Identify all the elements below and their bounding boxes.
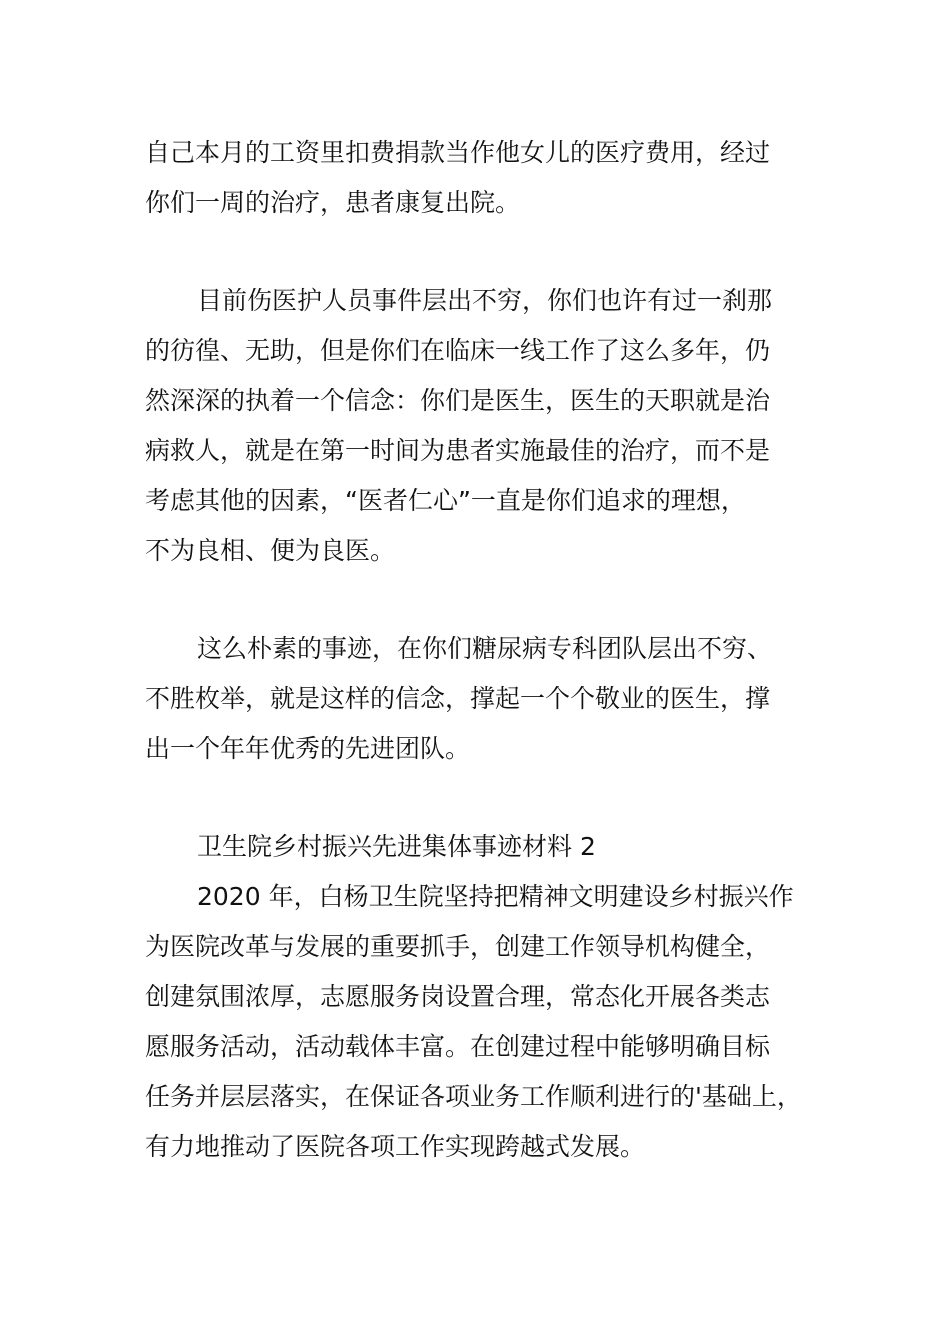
text-line: 出一个年年优秀的先进团队。: [145, 734, 471, 763]
text-line: 这么朴素的事迹，在你们糖尿病专科团队层出不穷、: [197, 634, 773, 663]
text-line: 考虑其他的因素，“医者仁心”一直是你们追求的理想，: [145, 486, 746, 515]
text-line: 的彷徨、无助，但是你们在临床一线工作了这么多年，仍: [145, 336, 771, 365]
paragraph-continuation: [145, 128, 835, 228]
text-line: 然深深的执着一个信念：你们是医生，医生的天职就是治: [145, 386, 771, 415]
text-line: 不胜枚举，就是这样的信念，撑起一个个敬业的医生，撑: [145, 684, 771, 713]
text-line: 病救人，就是在第一时间为患者实施最佳的治疗，而不是: [145, 436, 771, 465]
text-line: 愿服务活动，活动载体丰富。在创建过程中能够明确目标: [145, 1032, 771, 1061]
paragraph-doctor-belief: [145, 276, 835, 576]
text-line: 创建氛围浓厚，志愿服务岗设置合理，常态化开展各类志: [145, 982, 771, 1011]
section-heading: 卫生院乡村振兴先进集体事迹材料 2: [197, 832, 596, 861]
text-line: 有力地推动了医院各项工作实现跨越式发展。: [145, 1132, 646, 1161]
paragraph-section-2: [145, 822, 835, 1172]
text-line: 2020 年，白杨卫生院坚持把精神文明建设乡村振兴作: [197, 882, 794, 911]
text-line: 不为良相、便为良医。: [145, 536, 396, 565]
text-line: 自己本月的工资里扣费捐款当作他女儿的医疗费用，经过: [145, 138, 771, 167]
text-line: 你们一周的治疗，患者康复出院。: [145, 188, 521, 217]
text-line: 目前伤医护人员事件层出不穷，你们也许有过一刹那: [197, 286, 773, 315]
text-line: 为医院改革与发展的重要抓手，创建工作领导机构健全，: [145, 932, 771, 961]
text-line: 任务并层层落实，在保证各项业务工作顺利进行的'基础上，: [145, 1082, 802, 1111]
paragraph-team-deeds: [145, 624, 835, 774]
